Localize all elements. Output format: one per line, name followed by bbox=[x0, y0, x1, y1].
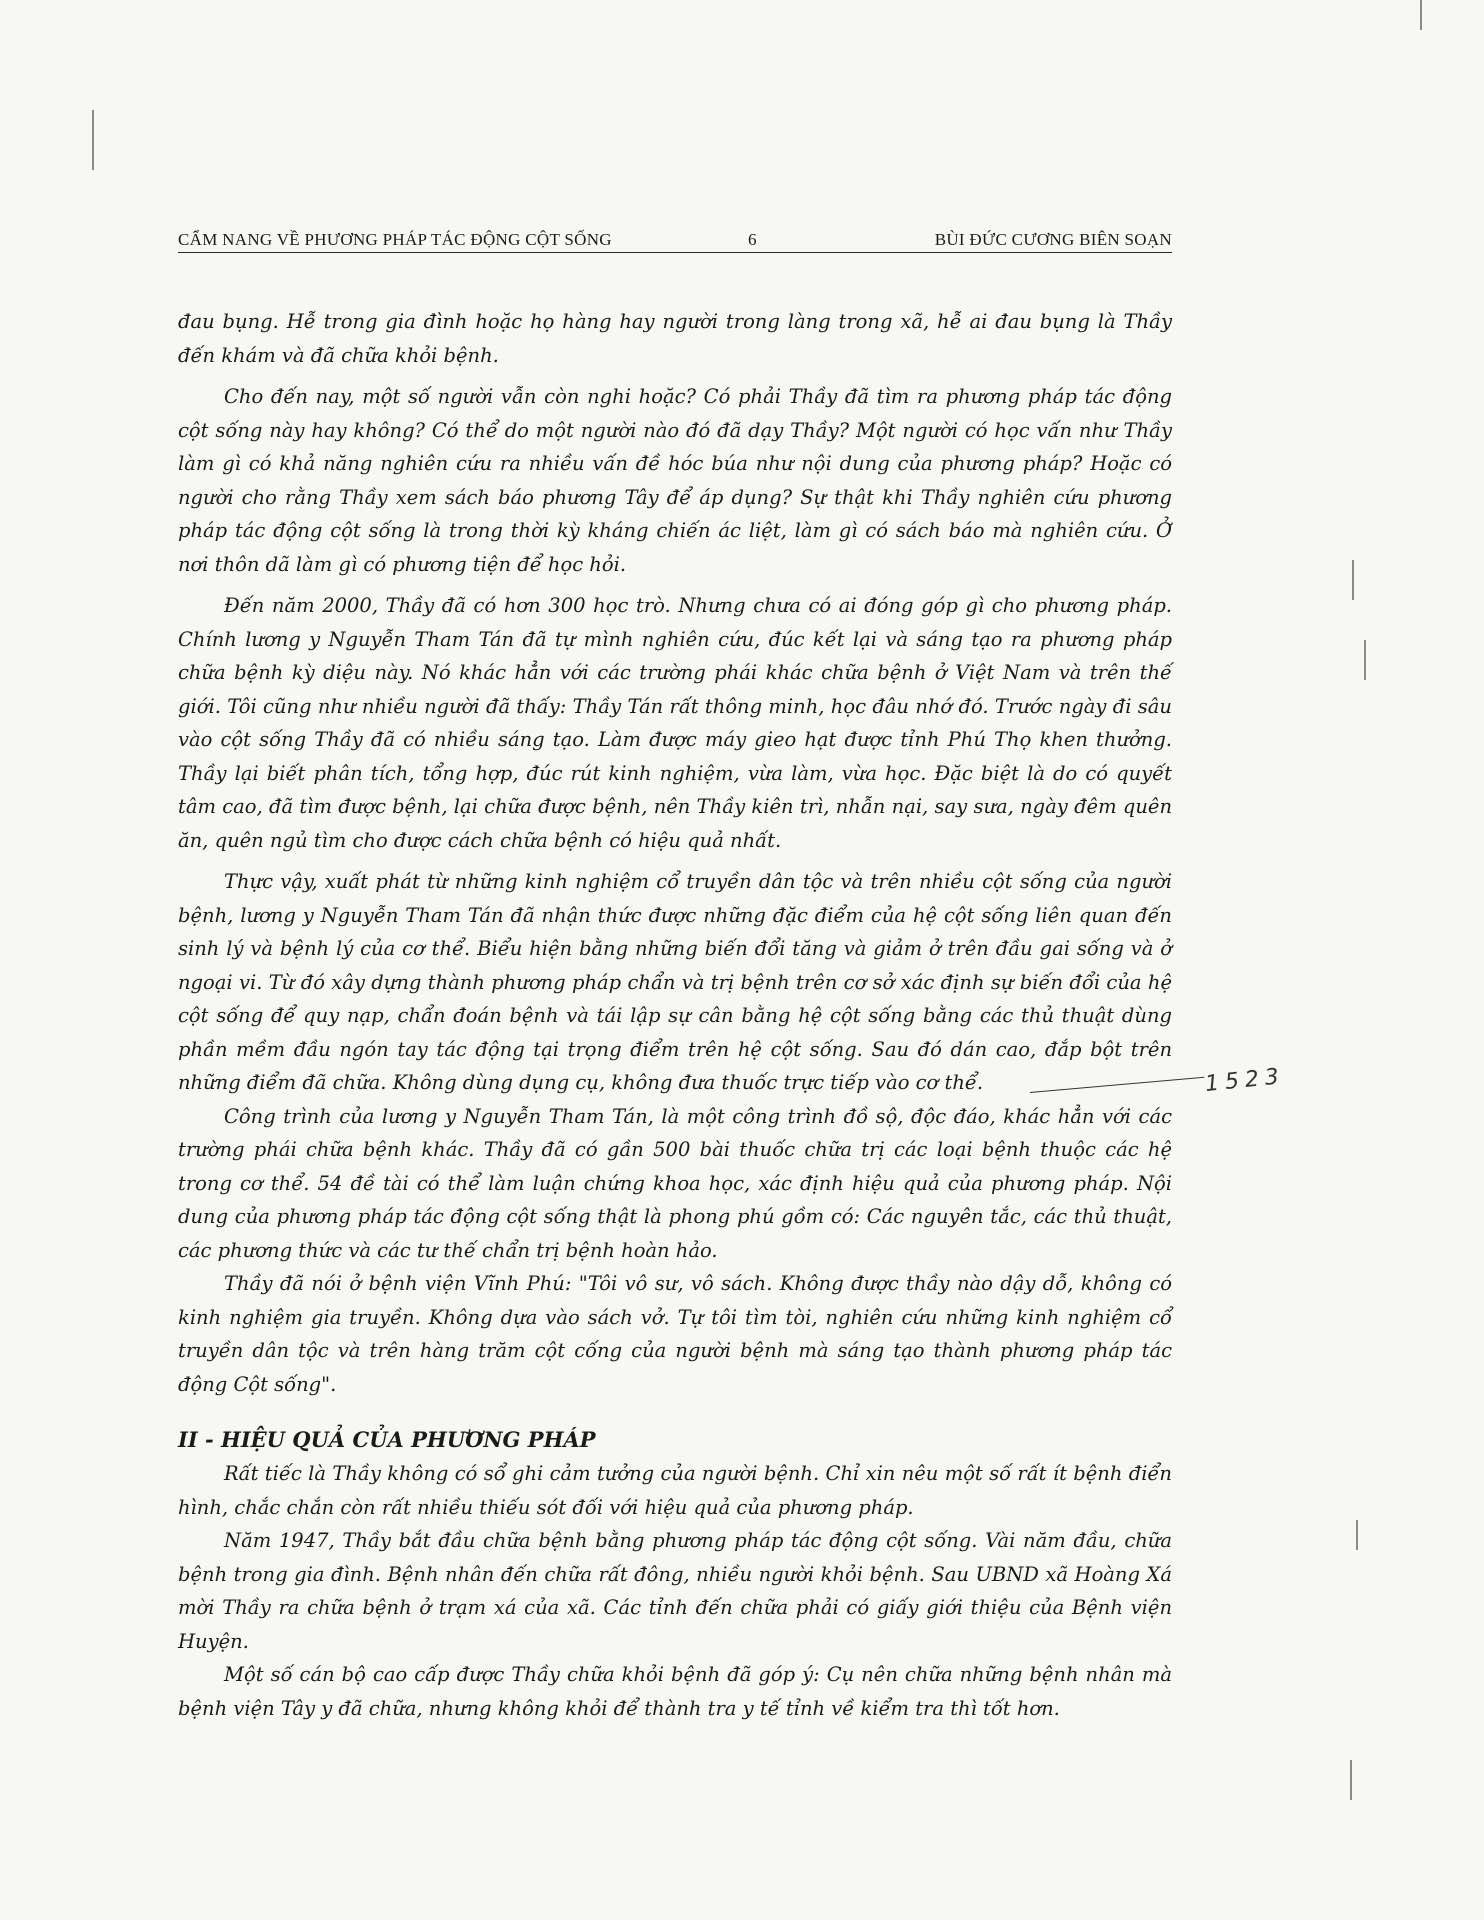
document-body bbox=[178, 305, 1172, 1725]
paragraph: Thầy đã nói ở bệnh viện Vĩnh Phú: "Tôi vô sư, vô sách. Không được thầy nào dậy dỗ, không có kinh nghiệm gia truyền. Không dựa vào sách vở. Tự tôi tìm tòi, nghiên cứu những kinh nghiệm cổ truyền dân tộc và trên hàng trăm cột cống của người bệnh mà sáng tạo thành phương pháp tác động Cột sống". bbox=[178, 1272, 1172, 1396]
section-heading: II - HIỆU QUẢ CỦA PHƯƠNG PHÁP bbox=[178, 1427, 596, 1452]
paragraph: Công trình của lương y Nguyễn Tham Tán, là một công trình đồ sộ, độc đáo, khác hẳn với các trường phái chữa bệnh khác. Thầy đã có gần 500 bài thuốc chữa trị các loại bệnh thuộc các hệ trong cơ thể. 54 đề tài có thể làm luận chứng khoa học, xác định hiệu quả của phương pháp. Nội dung của phương pháp tác động cột sống thật là phong phú gồm có: Các nguyên tắc, các thủ thuật, các phương thức và các tư thế chẩn trị bệnh hoàn hảo. bbox=[178, 1104, 1172, 1262]
header-rule bbox=[178, 252, 1172, 253]
paragraph: Rất tiếc là Thầy không có sổ ghi cảm tưởng của người bệnh. Chỉ xin nêu một số rất ít bệnh điển hình, chắc chắn còn rất nhiều thiếu sót đối với hiệu quả của phương pháp. bbox=[178, 1462, 1172, 1519]
page-header bbox=[178, 226, 1172, 252]
paragraph: Thực vậy, xuất phát từ những kinh nghiệm cổ truyền dân tộc và trên nhiều cột sống của người bệnh, lương y Nguyễn Tham Tán đã nhận thức được những đặc điểm của hệ cột sống liên quan đến sinh lý và bệnh lý của cơ thể. Biểu hiện bằng những biến đổi tăng và giảm ở trên đầu gai sống và ở ngoại vi. Từ đó xây dựng thành phương pháp chẩn và trị bệnh trên cơ sở xác định sự biến đổi của hệ cột sống để quy nạp, chẩn đoán bệnh và tái lập sự cân bằng hệ cột sống bằng các thủ thuật dùng phần mềm đầu ngón tay tác động tại trọng điểm trên hệ cột sống. Sau đó dán cao, đắp bột trên những điểm đã chữa. Không dùng dụng cụ, không đưa thuốc trực tiếp vào cơ thể. bbox=[178, 870, 1172, 1094]
scan-artifact bbox=[1356, 1520, 1358, 1550]
handwritten-note: 1523 bbox=[1203, 1063, 1287, 1098]
scan-artifact bbox=[1364, 640, 1366, 680]
header-author: BÙI ĐỨC CƯƠNG BIÊN SOẠN bbox=[934, 230, 1172, 249]
header-book-title: CẨM NANG VỀ PHƯƠNG PHÁP TÁC ĐỘNG CỘT SỐNG bbox=[178, 230, 612, 249]
paragraph: Cho đến nay, một số người vẫn còn nghi hoặc? Có phải Thầy đã tìm ra phương pháp tác động cột sống này hay không? Có thể do một người nào đó đã dạy Thầy? Một người có học vấn như Thầy làm gì có khả năng nghiên cứu ra nhiều vấn đề hóc búa như nội dung của phương pháp? Hoặc có người cho rằng Thầy xem sách báo phương Tây để áp dụng? Sự thật khi Thầy nghiên cứu phương pháp tác động cột sống là trong thời kỳ kháng chiến ác liệt, làm gì có sách báo mà nghiên cứu. Ở nơi thôn dã làm gì có phương tiện để học hỏi. bbox=[178, 385, 1172, 576]
paragraph: Đến năm 2000, Thầy đã có hơn 300 học trò. Nhưng chưa có ai đóng góp gì cho phương pháp. Chính lương y Nguyễn Tham Tán đã tự mình nghiên cứu, đúc kết lại và sáng tạo ra phương pháp chữa bệnh kỳ diệu này. Nó khác hẳn với các trường phái khác chữa bệnh ở Việt Nam và trên thế giới. Tôi cũng như nhiều người đã thấy: Thầy Tán rất thông minh, học đâu nhớ đó. Trước ngày đi sâu vào cột sống Thầy đã có nhiều sáng tạo. Làm được máy gieo hạt được tỉnh Phú Thọ khen thưởng. Thầy lại biết phân tích, tổng hợp, đúc rút kinh nghiệm, vừa làm, vừa học. Đặc biệt là do có quyết tâm cao, đã tìm được bệnh, lại chữa được bệnh, nên Thầy kiên trì, nhẫn nại, say sưa, ngày đêm quên ăn, quên ngủ tìm cho được cách chữa bệnh có hiệu quả nhất. bbox=[178, 594, 1172, 852]
paragraph: Một số cán bộ cao cấp được Thầy chữa khỏi bệnh đã góp ý: Cụ nên chữa những bệnh nhân mà bệnh viện Tây y đã chữa, nhưng không khỏi để thành tra y tế tỉnh về kiểm tra thì tốt hơn. bbox=[178, 1663, 1172, 1720]
scan-artifact bbox=[1350, 1760, 1352, 1800]
paragraph: Năm 1947, Thầy bắt đầu chữa bệnh bằng phương pháp tác động cột sống. Vài năm đầu, chữa bệnh trong gia đình. Bệnh nhân đến chữa rất đông, nhiều người khỏi bệnh. Sau UBND xã Hoàng Xá mời Thầy ra chữa bệnh ở trạm xá của xã. Các tỉnh đến chữa phải có giấy giới thiệu của Bệnh viện Huyện. bbox=[178, 1529, 1172, 1653]
scan-artifact bbox=[1352, 560, 1354, 600]
scan-artifact bbox=[1420, 0, 1422, 30]
paragraph: đau bụng. Hễ trong gia đình hoặc họ hàng hay người trong làng trong xã, hễ ai đau bụng là Thầy đến khám và đã chữa khỏi bệnh. bbox=[178, 310, 1172, 367]
page-number: 6 bbox=[748, 230, 757, 249]
scan-artifact bbox=[92, 110, 94, 170]
